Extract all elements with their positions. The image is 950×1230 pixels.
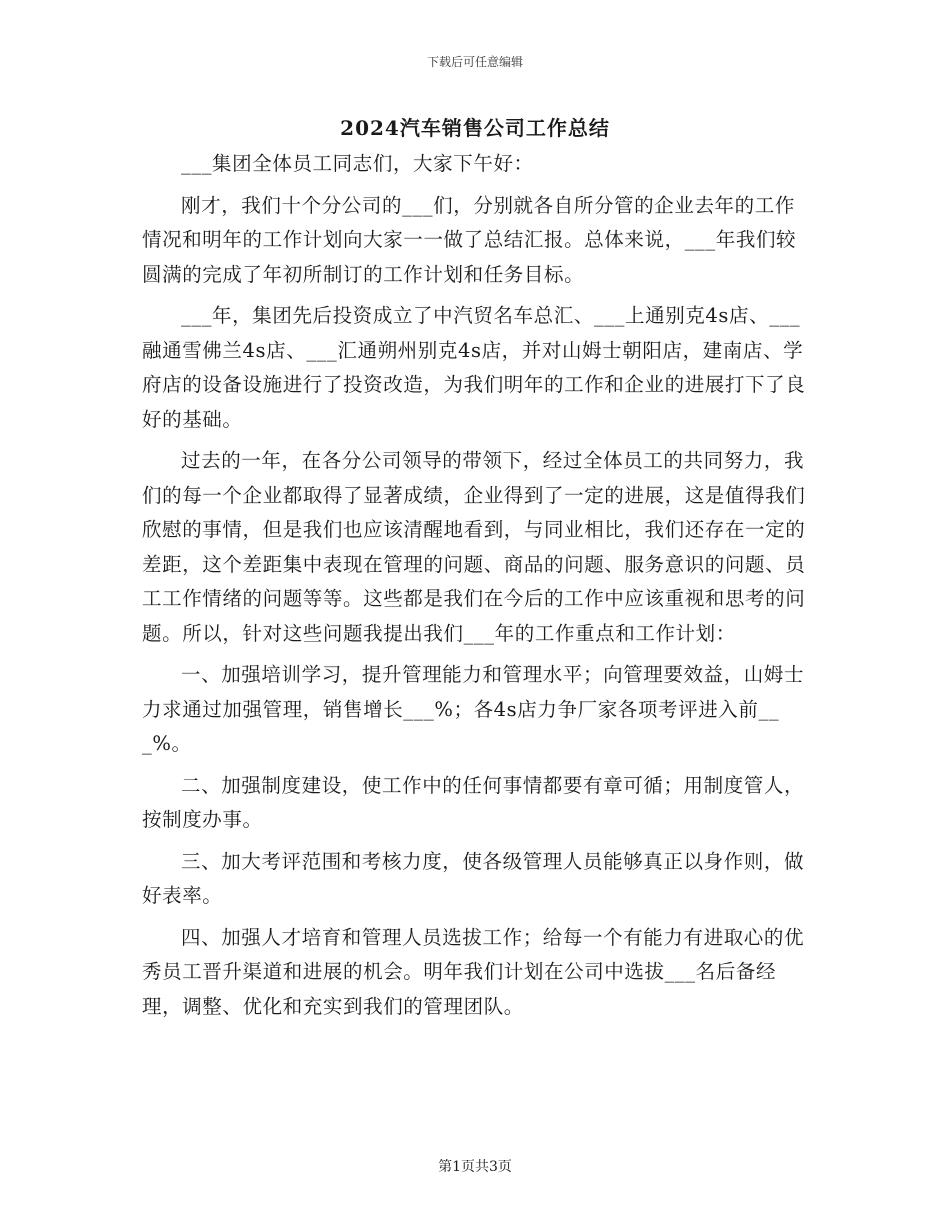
paragraph-greeting: ___集团全体员工同志们，大家下午好：: [181, 152, 534, 175]
document-body: [142, 147, 812, 1024]
paragraph-review: 过去的一年，在各分公司领导的带领下，经过全体员工的共同努力，我们的每一个企业都取得了显著成绩，企业得到了一定的进展，这是值得我们欣慰的事情，但是我们也应该清醒地看到，与同业相比，我们还存在一定的差距，这个差距集中表现在管理的问题、商品的问题、服务意识的问题、员工工作情绪的问题等等。这些都是我们在今后的工作中应该重视和思考的问题。所以，针对这些问题我提出我们___年的工作重点和工作计划：: [142, 449, 806, 645]
paragraph-plan-3: 三、加大考评范围和考核力度，使各级管理人员能够真正以身作则，做好表率。: [142, 849, 805, 907]
paragraph-summary: 刚才，我们十个分公司的___们，分别就各自所分管的企业去年的工作情况和明年的工作计划向大家一一做了总结汇报。总体来说，___年我们较圆满的完成了年初所制订的工作计划和任务目标。: [142, 193, 797, 286]
paragraph-plan-4: 四、加强人才培育和管理人员选拔工作；给每一个有能力有进取心的优秀员工晋升渠道和进展的机会。明年我们计划在公司中选拔___名后备经理，调整、优化和充实到我们的管理团队。: [142, 925, 805, 1018]
document-title: 2024汽车销售公司工作总结: [340, 116, 610, 140]
paragraph-plan-1: 一、加强培训学习，提升管理能力和管理水平；向管理要效益，山姆士力求通过加强管理，销售增长___%；各4s店力争厂家各项考评进入前___%。: [142, 663, 805, 755]
paragraph-plan-2: 二、加强制度建设，使工作中的任何事情都要有章可循；用制度管人，按制度办事。: [142, 773, 805, 831]
paragraph-investment: ___年，集团先后投资成立了中汽贸名车总汇、___上通别克4s店、___融通雪佛兰4s店、___汇通朔州别克4s店，并对山姆士朝阳店，建南店、学府店的设备设施进行了投资改造，为我们明年的工作和企业的进展打下了良好的基础。: [142, 304, 806, 431]
header-note: 下载后可任意编辑: [426, 55, 523, 69]
page-number: 第1页共3页: [438, 1159, 512, 1175]
